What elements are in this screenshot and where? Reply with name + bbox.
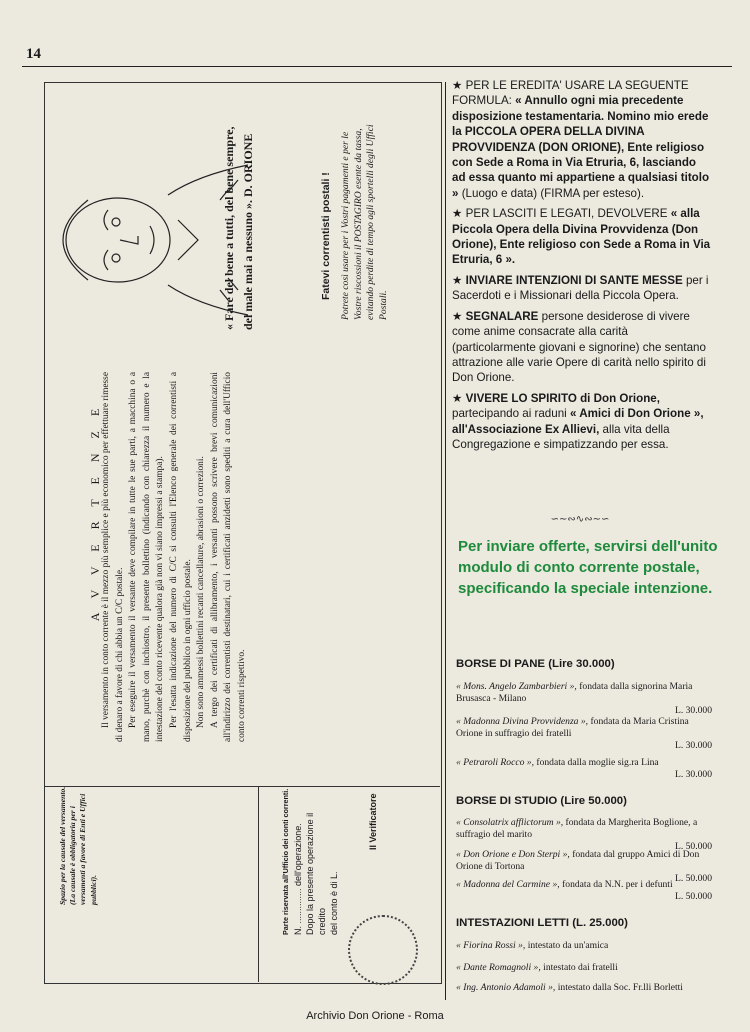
eredita-tail: (Luogo e data) (FIRMA per esteso). <box>461 186 645 200</box>
eredita-paragraph: ★ PER LE EREDITA' USARE LA SEGUENTE FORMULA: « Annullo ogni mia precedente disposizione testamentaria. Nomino mio erede la PICCOLA OPERA DELLA DIVINA PROVVIDENZA (DON ORIONE), Ente religioso con Sede a Roma in Via Etruria, 6, lasciando ad essa quanto mi appartiene a qualsiasi titolo » (Luogo e data) (FIRMA per esteso). <box>452 79 710 200</box>
don-orione-portrait <box>48 120 248 360</box>
ornament-divider: ∽∼∾∿∾∼∽ <box>550 514 610 525</box>
entry-text: intestato da un'amica <box>527 940 609 951</box>
vivere-mid: partecipando ai raduni <box>452 407 567 421</box>
entry-name: « Madonna Divina Provvidenza », <box>456 716 589 727</box>
entry-name: « Dante Romagnoli », <box>456 962 541 973</box>
entry-name: « Mons. Angelo Zambarbieri », <box>456 681 577 692</box>
intenzioni-heading: INVIARE INTENZIONI DI SANTE MESSE <box>465 273 683 287</box>
borse-studio-heading: BORSE DI STUDIO (Lire 50.000) <box>456 795 627 807</box>
top-rule <box>22 66 732 67</box>
entry-text: intestato dai fratelli <box>543 962 618 973</box>
entry-amount: L. 50.000 <box>674 890 712 902</box>
credit-line: Dopo la presente operazione il credito <box>305 812 327 935</box>
entry-name: « Fiorina Rossi », <box>456 940 526 951</box>
quote-text: « Fare del bene a tutti, del bene sempre, del male mai a nessuno ». <box>222 126 255 330</box>
entry-text: intestato dalla Soc. Fr.lli Borletti <box>557 982 683 993</box>
intenzioni-paragraph: ★ INVIARE INTENZIONI DI SANTE MESSE per i Sacerdoti e i Missionari della Piccola Opera. <box>452 273 709 303</box>
lasciti-formula: « alla Piccola Opera della Divina Provvidenza (Don Orione), Ente religioso con Sede a Roma in Via Etruria, 6 ». <box>452 207 711 267</box>
avvertenze-paragraph: Per l'esatta indicazione del numero di C/C si consulti l'Elenco generale dei correntisti a disposizione del pubblico in ogni ufficio postale. <box>168 372 193 742</box>
list-item <box>456 716 712 751</box>
stub-separator <box>44 786 440 787</box>
vivere-tail: alla vita della Congregazione e simpatizzando per essa. <box>452 422 670 451</box>
avvertenze-paragraph: Il versamento in conto corrente è il mezzo più semplice e più economico per effettuare rimesse di denaro a favore di chi abbia un C/C postale. <box>101 372 125 742</box>
list-item <box>456 817 712 852</box>
entry-amount: L. 50.000 <box>674 840 712 852</box>
entry-name: « Consolatrix afflictorum », <box>456 817 564 828</box>
entry-text: fondata da N.N. per i defunti <box>562 879 673 890</box>
entry-name: « Ing. Antonio Adamoli », <box>456 982 556 993</box>
postmark-circle <box>348 915 418 985</box>
office-reserved <box>280 785 340 935</box>
entry-amount: L. 30.000 <box>674 739 712 751</box>
list-item <box>456 982 712 994</box>
eredita-lead: PER LE EREDITA' USARE LA SEGUENTE FORMULA: <box>452 79 689 108</box>
segnalare-heading: SEGNALARE <box>465 309 539 323</box>
list-item <box>456 962 712 974</box>
entry-text: fondata dalla signorina Maria Brusasca - Milano <box>456 681 693 704</box>
list-item <box>456 879 712 903</box>
list-item <box>456 940 712 952</box>
borse-pane-heading: BORSE DI PANE (Lire 30.000) <box>456 658 615 670</box>
right-column <box>452 78 712 457</box>
fatevi-heading: Fatevi correntisti postali ! <box>320 172 332 300</box>
segnalare-paragraph: ★ SEGNALARE persone desiderose di vivere come anime consacrate alla carità (particolarmente giovani e signorine) che sentano attrazione alle varie Opere di carità nello spirito di Don Orione. <box>452 309 706 385</box>
intenzioni-tail: per i Sacerdoti e i Missionari della Piccola Opera. <box>452 273 709 303</box>
office-reserved-heading: Parte riservata all'Ufficio dei conti correnti. <box>281 788 290 935</box>
entry-text: fondata da Maria Cristina Orione in suffragio dei fratelli <box>456 716 689 739</box>
account-line: del conto è di L. <box>329 871 339 935</box>
causale-note: Spazio per la causale del versamento. (La causale è obbligatoria per i versamenti a favore di Enti e Uffici pubblici). <box>58 786 98 905</box>
vivere-heading: VIVERE LO SPIRITO di Don Orione, <box>465 391 660 405</box>
entry-name: « Petraroli Rocco », <box>456 757 534 768</box>
entry-name: « Don Orione e Don Sterpi », <box>456 849 570 860</box>
vivere-paragraph: ★ VIVERE LO SPIRITO di Don Orione, partecipando ai raduni « Amici di Don Orione », all'Associazione Ex Allievi, alla vita della Congregazione e simpatizzando per essa. <box>452 391 704 451</box>
entry-text: fondata da Margherita Boglione, a suffragio del marito <box>456 817 698 840</box>
entry-amount: L. 50.000 <box>674 872 712 884</box>
operation-number-line: N. .............. dell'operazione. <box>293 823 303 935</box>
entry-text: fondata dalla moglie sig.ra Lina <box>536 757 659 768</box>
list-item <box>456 757 712 781</box>
avvertenze-paragraph: Non sono ammessi bollettini recanti cancellature, abrasioni o correzioni. <box>196 456 207 728</box>
segnalare-tail: persone desiderose di vivere come anime consacrate alla carità (particolarmente giovani e signorine) che sentano attrazione alle varie Opere di carità nello spirito di Don Orione. <box>452 309 706 385</box>
entry-amount: L. 30.000 <box>674 768 712 780</box>
stub-middle-separator <box>258 786 259 982</box>
avvertenze-paragraph: A tergo dei certificati di allibramento, i versanti possono scrivere brevi comunicazioni all'indirizzo dei correntisti destinatari, cui i certificati anzidetti sono spediti a cura dell'Ufficio conto correnti rispettivo. <box>209 372 247 742</box>
avvertenze-paragraph: Per eseguire il versamento il versante deve compilare in tutte le sue parti, a macchina o a mano, purchè con inchiostro, il presente bollettino (indicando con chiarezza il numero e la intestazione del conto ricevente qualora già non vi siano impressi a stampa). <box>128 372 166 742</box>
quote-author: D. ORIONE <box>241 133 255 197</box>
avvertenze-title: A V V E R T E N Z E <box>88 402 102 622</box>
entry-name: « Madonna del Carmine », <box>456 879 560 890</box>
lasciti-paragraph: ★ PER LASCITI E LEGATI, DEVOLVERE « alla Piccola Opera della Divina Provvidenza (Don Orione), Ente religioso con Sede a Roma in Via Etruria, 6 ». <box>452 207 711 267</box>
eredita-formula: « Annullo ogni mia precedente disposizione testamentaria. Nomino mio erede la PICCOLA OPERA DELLA DIVINA PROVVIDENZA (DON ORIONE), Ente religioso con Sede a Roma in Via Etruria, 6, lasciando ad essa quanto mi appartiene a qualsiasi titolo » <box>452 94 710 200</box>
entry-amount: L. 30.000 <box>674 704 712 716</box>
entry-text: fondata dal gruppo Amici di Don Orione di Tortona <box>456 849 700 872</box>
vivere-associations: « Amici di Don Orione », all'Associazione Ex Allievi, <box>452 407 704 436</box>
offerte-notice: Per inviare offerte, servirsi dell'unito modulo di conto corrente postale, specificando la speciale intenzione. <box>458 538 718 597</box>
orione-quote <box>220 110 258 330</box>
verificatore-label: Il Verificatore <box>368 793 378 850</box>
lasciti-lead: PER LASCITI E LEGATI, DEVOLVERE <box>465 207 668 221</box>
avvertenze-body <box>100 372 250 742</box>
page-number: 14 <box>26 46 41 62</box>
letti-heading: INTESTAZIONI LETTI (L. 25.000) <box>456 917 628 929</box>
column-divider <box>445 82 446 1000</box>
list-item <box>456 681 712 716</box>
fatevi-body: Potrete così usare per i Vostri pagamenti e per le Vostre riscossioni il POSTAGIRO esente da tassa, evitando perdite di tempo agli sportelli degli Uffici Postali. <box>340 124 389 320</box>
archive-footer: Archivio Don Orione - Roma <box>306 1010 444 1022</box>
